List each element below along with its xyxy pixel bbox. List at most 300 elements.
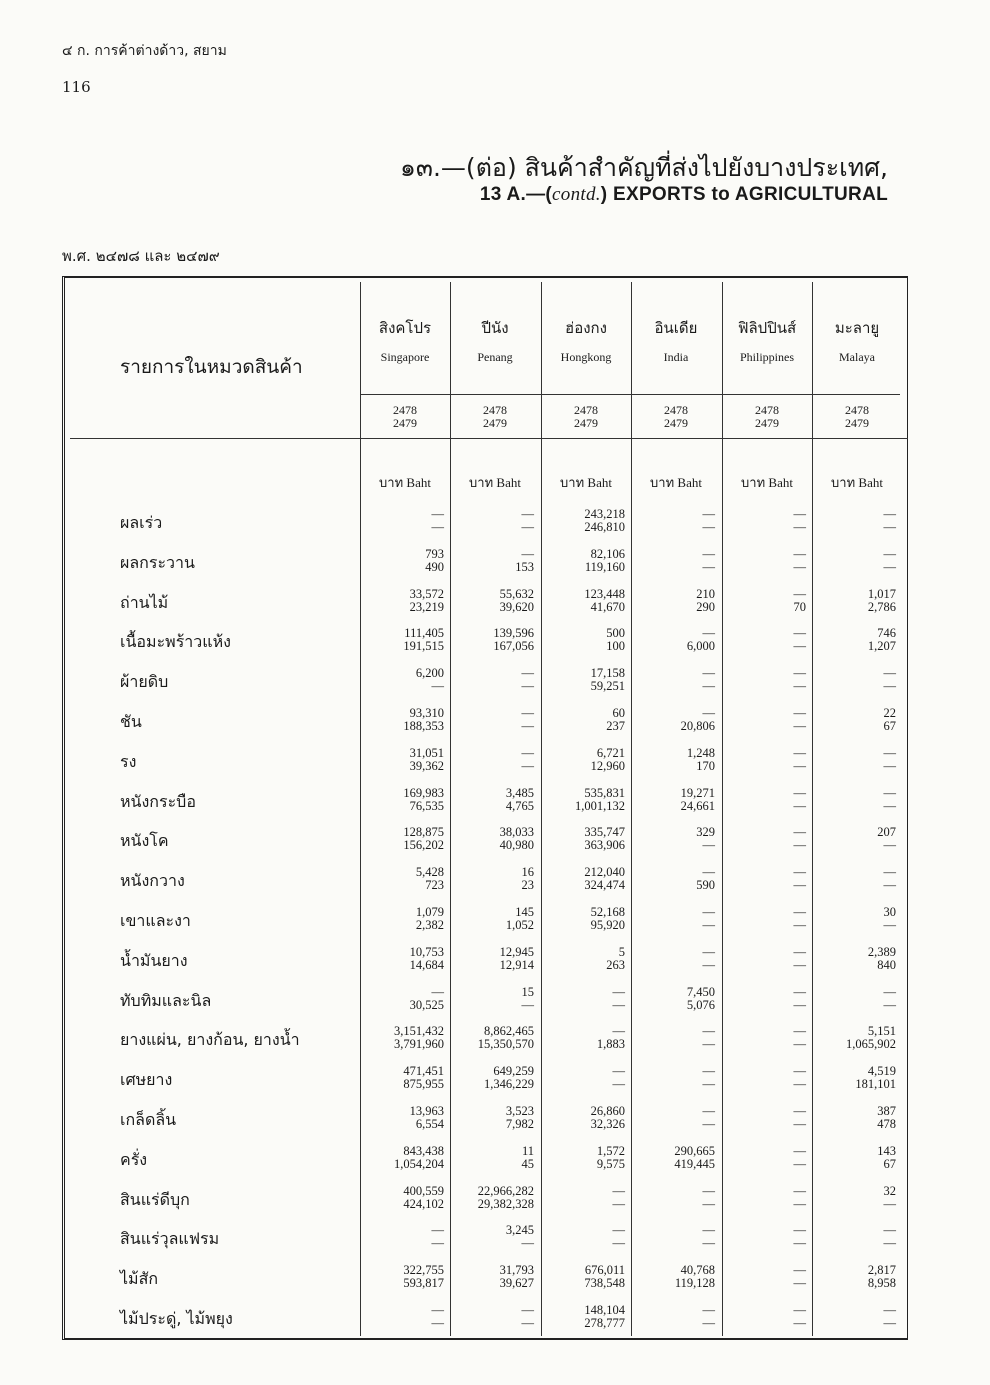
table-cell: [543, 1304, 625, 1330]
value-2479: 76,535: [409, 798, 444, 813]
value-2478: —: [883, 984, 896, 999]
value-2479: 29,382,328: [477, 1196, 534, 1211]
column-header-en: Malaya: [839, 350, 875, 364]
value-2479: —: [793, 997, 806, 1012]
value-2479: —: [883, 798, 896, 813]
value-2478: 5,428: [415, 865, 444, 880]
row-label: ผลกระวาน: [120, 552, 195, 572]
value-2479: 15,350,570: [477, 1037, 534, 1052]
row-label: ผลเร่ว: [120, 513, 163, 532]
value-2478: —: [793, 706, 806, 720]
value-2478: 1,572: [596, 1143, 625, 1158]
value-2479: 478: [877, 1117, 896, 1131]
value-2479: 7,982: [505, 1117, 534, 1131]
value-2478: 55,632: [499, 586, 534, 601]
table-cell: [633, 1304, 715, 1330]
table-cell: [633, 866, 715, 892]
value-2478: 212,040: [584, 865, 625, 880]
value-2478: 8,862,465: [484, 1024, 534, 1039]
value-2478: —: [702, 1024, 715, 1039]
value-2478: —: [612, 1064, 625, 1079]
value-2478: 22,966,282: [477, 1183, 534, 1198]
page-number: 116: [62, 78, 91, 96]
value-2478: 535,831: [584, 785, 625, 800]
value-2479: —: [793, 559, 806, 574]
value-2478: —: [793, 1263, 806, 1278]
table-cell: [724, 946, 806, 972]
table-cell: [452, 1264, 534, 1290]
value-2479: —: [431, 1236, 444, 1251]
table-cell: [633, 906, 715, 932]
value-2478: —: [521, 507, 534, 521]
table-cell: [724, 906, 806, 932]
table-cell: [724, 866, 806, 892]
table-cell: [452, 866, 534, 892]
table-cell: [633, 787, 715, 813]
table-cell: [362, 986, 444, 1012]
table-cell: [633, 1224, 715, 1250]
year-label: พ.ศ. ๒๔๗๘ และ ๒๔๗๙: [62, 247, 220, 265]
value-2479: —: [793, 878, 806, 893]
value-2479: 419,445: [674, 1156, 715, 1171]
column-year-2: 2479: [755, 416, 779, 430]
value-2478: 207: [877, 825, 896, 840]
table-cell: [724, 667, 806, 693]
column-unit: บาท Baht: [831, 475, 883, 490]
value-2478: 243,218: [584, 507, 625, 521]
value-2478: —: [883, 666, 896, 681]
value-2479: —: [702, 1316, 715, 1330]
value-2478: —: [431, 1303, 444, 1317]
value-2479: 9,575: [596, 1156, 625, 1171]
table-cell: [633, 667, 715, 693]
value-2478: 4,519: [867, 1064, 896, 1079]
value-2479: 1,052: [505, 918, 534, 932]
table-cell: [543, 1105, 625, 1131]
column-unit: บาท Baht: [741, 475, 793, 490]
value-2479: —: [702, 679, 715, 694]
column-year-2: 2479: [483, 416, 507, 430]
value-2479: —: [521, 758, 534, 773]
value-2479: —: [521, 997, 534, 1012]
value-2478: 471,451: [403, 1064, 444, 1079]
value-2479: —: [521, 520, 534, 534]
value-2479: 40,980: [499, 838, 534, 853]
value-2478: 210: [696, 586, 715, 601]
value-2479: 12,960: [590, 758, 625, 773]
value-2478: 169,983: [403, 785, 444, 800]
value-2478: 5: [618, 944, 625, 959]
column-unit: บาท Baht: [379, 475, 431, 490]
table-cell: [452, 548, 534, 574]
column-year-2: 2479: [393, 416, 417, 430]
row-label: น้ำมันยาง: [120, 950, 188, 970]
value-2479: —: [702, 520, 715, 534]
table-cell: [633, 508, 715, 534]
column-year-2: 2479: [845, 416, 869, 430]
value-2479: 167,056: [493, 639, 534, 654]
value-2478: 13,963: [409, 1104, 444, 1118]
value-2478: —: [521, 1303, 534, 1317]
value-2478: 26,860: [590, 1104, 625, 1118]
row-label: รง: [120, 751, 137, 771]
column-unit: บาท Baht: [469, 475, 521, 490]
value-2479: —: [793, 639, 806, 654]
value-2479: 67: [883, 719, 896, 733]
value-2478: 52,168: [590, 905, 625, 919]
value-2479: —: [702, 1196, 715, 1211]
row-label: ชัน: [120, 712, 142, 731]
column-divider: [541, 282, 542, 1336]
table-cell: [814, 1105, 896, 1131]
column-year-1: 2478: [483, 403, 507, 417]
value-2478: 15: [521, 984, 534, 999]
value-2479: —: [793, 1236, 806, 1251]
table-cell: [452, 986, 534, 1012]
value-2478: —: [702, 905, 715, 919]
value-2478: 16: [521, 865, 534, 880]
value-2479: 875,955: [403, 1077, 444, 1092]
value-2479: —: [793, 918, 806, 932]
value-2478: 22: [883, 706, 896, 720]
value-2479: 8,958: [867, 1276, 896, 1291]
column-header-th: ปีนัง: [481, 319, 509, 337]
value-2478: —: [612, 984, 625, 999]
row-label: เนื้อมะพร้าวแห้ง: [120, 632, 231, 652]
value-2479: 156,202: [403, 838, 444, 853]
value-2478: —: [702, 865, 715, 880]
value-2478: 335,747: [584, 825, 625, 840]
item-column-header: รายการในหมวดสินค้า: [120, 356, 303, 378]
value-2478: 1,017: [867, 586, 896, 601]
value-2479: 23,219: [409, 599, 444, 614]
value-2478: —: [521, 745, 534, 760]
value-2478: 843,438: [403, 1143, 444, 1158]
value-2478: —: [883, 785, 896, 800]
value-2479: 590: [696, 878, 715, 893]
table-cell: [814, 1224, 896, 1250]
value-2478: —: [702, 1064, 715, 1079]
table-cell: [362, 787, 444, 813]
value-2478: —: [521, 666, 534, 681]
column-header-th: ฮ่องกง: [565, 319, 607, 337]
value-2479: —: [883, 838, 896, 853]
table-cell: [362, 1065, 444, 1091]
value-2478: 3,523: [505, 1104, 534, 1118]
value-2478: 143: [877, 1143, 896, 1158]
value-2478: 7,450: [686, 984, 715, 999]
table-cell: [543, 548, 625, 574]
value-2479: 39,627: [499, 1276, 534, 1291]
value-2479: —: [612, 1196, 625, 1211]
value-2479: 100: [606, 639, 625, 654]
table-cell: [543, 667, 625, 693]
table-cell: [724, 548, 806, 574]
value-2479: 20,806: [680, 719, 715, 733]
value-2479: 24,661: [680, 798, 715, 813]
value-2478: 10,753: [409, 944, 444, 959]
value-2478: 82,106: [590, 546, 625, 561]
value-2478: 31,793: [499, 1263, 534, 1278]
value-2478: 290,665: [674, 1143, 715, 1158]
table-cell: [543, 508, 625, 534]
value-2479: 191,515: [403, 639, 444, 654]
value-2478: —: [612, 1223, 625, 1238]
table-cell: [724, 826, 806, 852]
table-cell: [452, 1185, 534, 1211]
row-label: เกล็ดลิ้น: [120, 1110, 177, 1129]
column-header-th: มะลายู: [834, 319, 880, 337]
table-cell: [452, 508, 534, 534]
value-2479: 188,353: [403, 719, 444, 733]
table-cell: [452, 707, 534, 733]
value-2478: —: [793, 984, 806, 999]
table-cell: [543, 1224, 625, 1250]
table-cell: [633, 946, 715, 972]
value-2478: —: [793, 1064, 806, 1079]
table-cell: [452, 787, 534, 813]
value-2479: —: [793, 520, 806, 534]
table-cell: [724, 588, 806, 614]
value-2478: 649,259: [493, 1064, 534, 1079]
value-2478: —: [431, 984, 444, 999]
row-label: ถ่านไม้: [120, 592, 169, 612]
title-en-contd: contd.: [552, 184, 601, 205]
value-2479: —: [883, 878, 896, 893]
value-2478: —: [793, 865, 806, 880]
header-rule: [70, 438, 908, 439]
value-2479: —: [883, 1316, 896, 1330]
table-cell: [724, 1065, 806, 1091]
value-2478: —: [793, 1024, 806, 1039]
value-2478: 31,051: [409, 745, 444, 760]
value-2479: 290: [696, 599, 715, 614]
table-cell: [452, 588, 534, 614]
value-2478: 60: [612, 706, 625, 720]
table-cell: [362, 906, 444, 932]
table-cell: [814, 866, 896, 892]
column-unit: บาท Baht: [560, 475, 612, 490]
column-header-th: ฟิลิปปินส์: [737, 319, 797, 337]
value-2478: —: [431, 507, 444, 521]
value-2478: 139,596: [493, 626, 534, 641]
value-2479: —: [883, 1236, 896, 1251]
value-2479: —: [702, 918, 715, 932]
table-cell: [362, 627, 444, 653]
column-header-en: Penang: [477, 350, 513, 364]
table-cell: [362, 548, 444, 574]
year-rule: [360, 394, 900, 395]
value-2478: —: [793, 1223, 806, 1238]
value-2478: 2,389: [867, 944, 896, 959]
table-cell: [814, 548, 896, 574]
table-cell: [724, 787, 806, 813]
table-cell: [362, 1145, 444, 1171]
table-cell: [814, 946, 896, 972]
column-year-1: 2478: [574, 403, 598, 417]
value-2478: —: [793, 546, 806, 561]
column-header-th: สิงคโปร: [378, 319, 432, 337]
value-2478: 1,079: [415, 905, 444, 919]
value-2479: —: [702, 1117, 715, 1131]
value-2478: —: [793, 745, 806, 760]
value-2479: —: [431, 679, 444, 694]
title-en-prefix: 13 A.—(: [479, 184, 553, 205]
row-label: ยางแผ่น, ยางก้อน, ยางน้ำ: [120, 1030, 300, 1050]
table-cell: [543, 1145, 625, 1171]
value-2479: 3,791,960: [394, 1037, 444, 1052]
value-2479: 2,786: [867, 599, 896, 614]
value-2479: 6,000: [686, 639, 715, 654]
value-2478: —: [793, 785, 806, 800]
column-divider: [631, 282, 632, 1336]
value-2479: 278,777: [584, 1316, 625, 1330]
table-cell: [362, 1264, 444, 1290]
table-cell: [814, 826, 896, 852]
table-cell: [543, 1065, 625, 1091]
value-2478: 3,151,432: [394, 1024, 444, 1039]
row-label: สินแร่ดีบุก: [120, 1189, 190, 1209]
value-2478: —: [793, 586, 806, 601]
value-2479: 1,346,229: [484, 1077, 534, 1092]
table-cell: [633, 1145, 715, 1171]
value-2478: 746: [877, 626, 896, 641]
row-label: เขาและงา: [120, 911, 191, 930]
value-2478: 17,158: [590, 666, 625, 681]
value-2479: 723: [425, 878, 444, 893]
table-cell: [452, 1105, 534, 1131]
value-2479: —: [612, 1077, 625, 1092]
value-2478: —: [702, 1104, 715, 1118]
value-2478: 6,721: [596, 745, 625, 760]
table-cell: [724, 707, 806, 733]
column-header-en: Philippines: [739, 350, 794, 364]
value-2479: —: [521, 719, 534, 733]
value-2478: 93,310: [409, 706, 444, 720]
table-cell: [543, 826, 625, 852]
table-cell: [362, 826, 444, 852]
row-label: หนังโค: [120, 831, 169, 851]
value-2479: 1,054,204: [394, 1156, 444, 1171]
table-cell: [452, 1025, 534, 1051]
value-2479: 181,101: [855, 1077, 896, 1092]
value-2478: —: [702, 666, 715, 681]
title-thai: ๑๓.—(ต่อ) สินค้าสำคัญที่ส่งไปยังบางประเทศ,: [400, 153, 888, 182]
table-cell: [814, 747, 896, 773]
value-2478: —: [702, 706, 715, 720]
value-2478: —: [793, 626, 806, 641]
value-2479: 12,914: [499, 957, 534, 972]
value-2479: 23: [521, 878, 534, 893]
table-cell: [452, 906, 534, 932]
value-2479: 1,207: [867, 639, 896, 654]
value-2479: —: [793, 1196, 806, 1211]
column-year-1: 2478: [845, 403, 869, 417]
table-cell: [452, 1224, 534, 1250]
value-2479: 119,128: [674, 1276, 715, 1291]
value-2478: 128,875: [403, 825, 444, 840]
value-2478: —: [793, 825, 806, 840]
table-cell: [362, 1304, 444, 1330]
value-2479: 67: [883, 1156, 896, 1171]
value-2479: 2,382: [415, 918, 444, 932]
table-cell: [814, 986, 896, 1012]
table-cell: [633, 707, 715, 733]
value-2478: 38,033: [499, 825, 534, 840]
value-2479: —: [793, 1037, 806, 1052]
column-year-1: 2478: [755, 403, 779, 417]
column-year-1: 2478: [664, 403, 688, 417]
value-2478: —: [702, 1223, 715, 1238]
table-cell: [633, 627, 715, 653]
table-cell: [724, 1025, 806, 1051]
table-cell: [814, 667, 896, 693]
column-unit: บาท Baht: [650, 475, 702, 490]
row-label: ครั่ง: [120, 1149, 148, 1169]
row-label: ไม้สัก: [120, 1269, 159, 1289]
table-cell: [814, 627, 896, 653]
value-2479: 1,883: [596, 1037, 625, 1052]
section-header: ๔ ก. การค้าต่างด้าว, สยาม: [62, 43, 227, 59]
value-2479: 70: [793, 599, 806, 614]
table-cell: [633, 548, 715, 574]
value-2479: —: [702, 838, 715, 853]
row-label: สินแร่วุลแฟรม: [120, 1229, 220, 1249]
value-2479: 41,670: [590, 599, 625, 614]
row-label: ผ้ายดิบ: [120, 672, 169, 692]
column-year-2: 2479: [574, 416, 598, 430]
column-divider: [360, 282, 361, 1336]
table-cell: [724, 1304, 806, 1330]
table-cell: [362, 508, 444, 534]
value-2478: 33,572: [409, 586, 444, 601]
value-2479: 263: [606, 957, 625, 972]
value-2478: 19,271: [680, 785, 715, 800]
value-2478: 322,755: [403, 1263, 444, 1278]
value-2479: 170: [696, 758, 715, 773]
table-cell: [452, 1145, 534, 1171]
value-2479: 45: [521, 1156, 534, 1171]
value-2478: —: [883, 507, 896, 521]
table-cell: [633, 986, 715, 1012]
table-cell: [633, 747, 715, 773]
value-2478: —: [521, 706, 534, 720]
value-2478: 387: [877, 1104, 896, 1118]
column-divider: [722, 282, 723, 1336]
value-2479: 39,362: [409, 758, 444, 773]
table-cell: [814, 588, 896, 614]
value-2479: —: [702, 1236, 715, 1251]
value-2479: 4,765: [505, 798, 534, 813]
table-cell: [543, 747, 625, 773]
row-label: ไม้ประดู่, ไม้พยุง: [120, 1309, 233, 1328]
value-2478: 123,448: [584, 586, 625, 601]
column-header-en: India: [663, 350, 689, 364]
value-2479: —: [793, 1077, 806, 1092]
table-cell: [543, 946, 625, 972]
value-2478: —: [793, 666, 806, 681]
value-2479: —: [883, 758, 896, 773]
value-2478: —: [702, 507, 715, 521]
value-2479: —: [793, 1276, 806, 1291]
value-2478: 329: [696, 825, 715, 840]
table-cell: [543, 627, 625, 653]
value-2478: —: [883, 865, 896, 880]
table-cell: [724, 627, 806, 653]
value-2478: 676,011: [584, 1263, 625, 1278]
value-2479: 424,102: [403, 1196, 444, 1211]
value-2478: —: [793, 905, 806, 919]
